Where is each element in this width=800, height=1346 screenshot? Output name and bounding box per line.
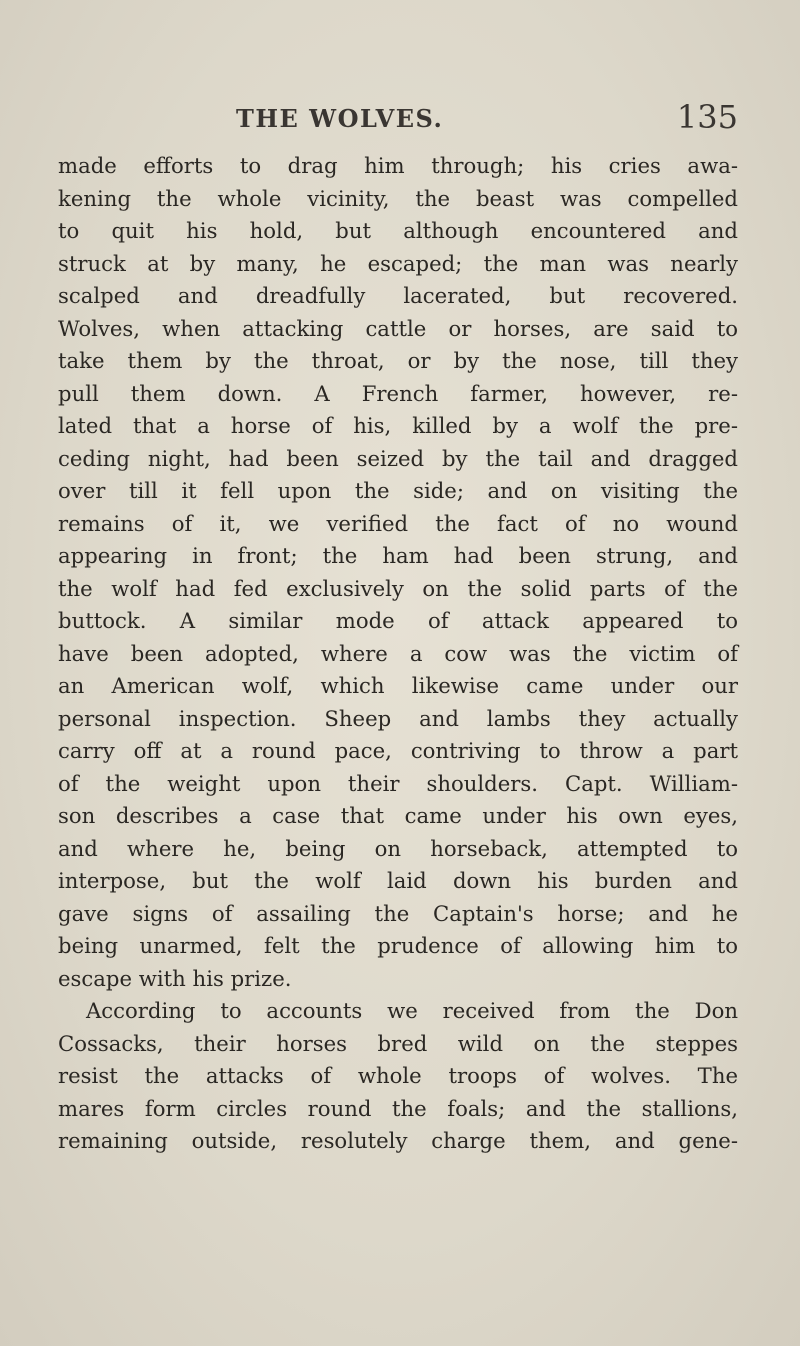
page-header xyxy=(58,98,738,144)
text-line: the wolf had fed exclusively on the solid parts of the xyxy=(58,575,738,601)
text-line: take them by the throat, or by the nose, till they xyxy=(58,348,738,373)
text-line: personal inspection. Sheep and lambs they actually xyxy=(58,705,738,731)
text-line: made efforts to drag him through; his cries awa- xyxy=(58,153,738,178)
text-line: appearing in front; the ham had been strung, and xyxy=(58,543,738,568)
text-line: remaining outside, resolutely charge them, and gene- xyxy=(58,1128,738,1153)
text-line: pull them down. A French farmer, however, re- xyxy=(58,380,738,406)
text-line: over till it fell upon the side; and on visiting the xyxy=(58,478,738,503)
text-line: Cossacks, their horses bred wild on the steppes xyxy=(58,1030,738,1056)
page-number: 135 xyxy=(676,98,738,136)
text-line: son describes a case that came under his own eyes, xyxy=(58,803,738,828)
body-text xyxy=(58,150,738,1158)
text-line: interpose, but the wolf laid down his burden and xyxy=(58,868,738,893)
text-line: ceding night, had been seized by the tail and dragged xyxy=(58,445,738,471)
text-line: According to accounts we received from the Don xyxy=(86,998,738,1023)
text-line: have been adopted, where a cow was the victim of xyxy=(58,640,738,666)
text-line: scalped and dreadfully lacerated, but recovered. xyxy=(58,283,738,308)
text-line: mares form circles round the foals; and the stallions, xyxy=(58,1095,738,1121)
text-line: kening the whole vicinity, the beast was compelled xyxy=(58,185,738,211)
text-line: remains of it, we verified the fact of no wound xyxy=(58,510,738,536)
text-line: gave signs of assailing the Captain's horse; and he xyxy=(58,900,738,926)
running-head: THE WOLVES. xyxy=(236,104,444,133)
text-line: struck at by many, he escaped; the man was nearly xyxy=(58,250,738,276)
text-line: resist the attacks of whole troops of wolves. The xyxy=(58,1063,738,1088)
text-line: and where he, being on horseback, attempted to xyxy=(58,835,738,861)
text-line: to quit his hold, but although encountered and xyxy=(58,218,738,243)
text-line: being unarmed, felt the prudence of allowing him to xyxy=(58,933,738,958)
text-line: lated that a horse of his, killed by a wolf the pre- xyxy=(58,413,738,438)
text-line: buttock. A similar mode of attack appeared to xyxy=(58,608,738,633)
text-line: Wolves, when attacking cattle or horses, are said to xyxy=(58,315,738,341)
text-line: escape with his prize. xyxy=(58,965,292,991)
text-line: of the weight upon their shoulders. Capt. William- xyxy=(58,770,738,796)
text-line: carry off at a round pace, contriving to throw a part xyxy=(58,738,738,763)
text-line: an American wolf, which likewise came under our xyxy=(58,673,738,698)
